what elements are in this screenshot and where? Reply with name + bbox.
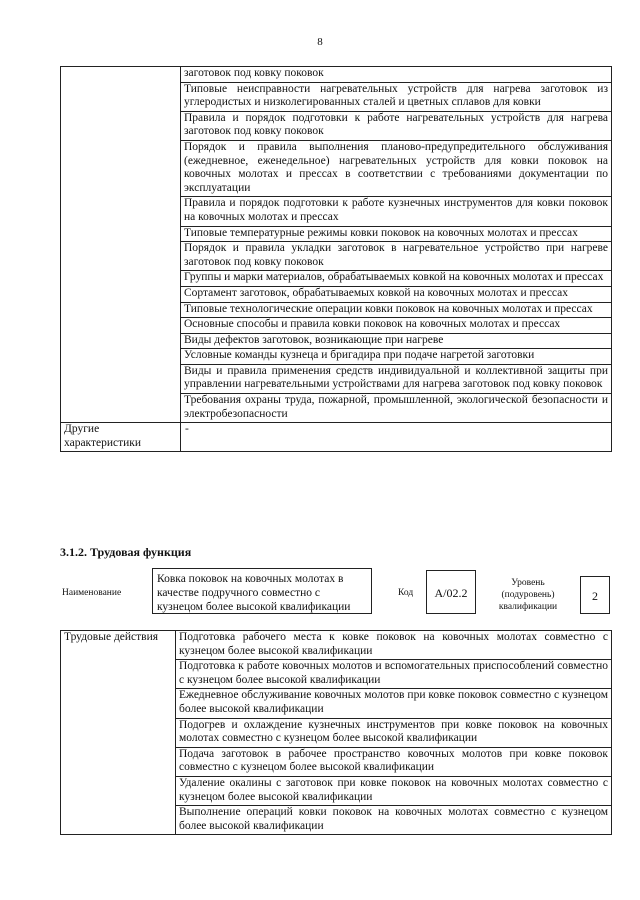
table-cell: Виды и правила применения средств индивидуальной и коллективной защиты при управлении нагревательными устройствами для нагрева заготовок под ковку поковок xyxy=(181,364,612,393)
code-box: A/02.2 xyxy=(426,570,476,614)
table-row xyxy=(61,423,612,452)
table-cell: Группы и марки материалов, обрабатываемых ковкой на ковочных молотах и прессах xyxy=(181,271,612,287)
table-cell: Ежедневное обслуживание ковочных молотов при ковке поковок совместно с кузнецом более высокой квалификации xyxy=(176,689,612,718)
table-cell: Сортамент заготовок, обрабатываемых ковкой на ковочных молотах и прессах xyxy=(181,286,612,302)
table-row xyxy=(61,67,612,83)
other-characteristics-value: - xyxy=(181,423,612,452)
table-cell: Подогрев и охлаждение кузнечных инструментов при ковке поковок на ковочных молотах совместно с кузнецом более высокой квалификации xyxy=(176,718,612,747)
knowledge-table xyxy=(60,66,612,452)
table-cell: Правила и порядок подготовки к работе нагревательных устройств для нагрева заготовок под ковку поковок xyxy=(181,111,612,140)
page-number: 8 xyxy=(317,36,323,48)
level-label xyxy=(487,577,569,613)
code-label: Код xyxy=(398,588,414,598)
table-cell: Типовые температурные режимы ковки поковок на ковочных молотах и прессах xyxy=(181,226,612,242)
table-cell: Порядок и правила выполнения планово-предупредительного обслуживания (ежедневное, еженедельное) нагревательных устройств для ковки поковок на ковочных молотах и прессах в соответствии с требованиями документации по эксплуатации xyxy=(181,140,612,196)
name-label: Наименование xyxy=(62,588,122,598)
table-cell: Порядок и правила укладки заготовок в нагревательное устройство при нагреве заготовок под ковку поковок xyxy=(181,242,612,271)
level-label-line: квалификации xyxy=(498,602,558,612)
labor-actions-table xyxy=(60,630,612,835)
table-cell: Удаление окалины с заготовок при ковке поковок на ковочных молотах совместно с кузнецом более высокой квалификации xyxy=(176,776,612,805)
level-label-line: Уровень xyxy=(511,578,545,588)
table-cell: заготовок под ковку поковок xyxy=(181,67,612,83)
table-cell: Требования охраны труда, пожарной, промышленной, экологической безопасности и электробезопасности xyxy=(181,394,612,423)
table-cell: Выполнение операций ковки поковок на ковочных молотах совместно с кузнецом более высокой квалификации xyxy=(176,806,612,835)
table-row xyxy=(61,631,612,660)
table-cell: Условные команды кузнеца и бригадира при подаче нагретой заготовки xyxy=(181,349,612,365)
section-heading: 3.1.2. Трудовая функция xyxy=(60,545,192,559)
table-cell: Типовые технологические операции ковки поковок на ковочных молотах и прессах xyxy=(181,302,612,318)
row-label-cell xyxy=(61,67,181,423)
function-name-box: Ковка поковок на ковочных молотах в качестве подручного совместно с кузнецом более высокой квалификации xyxy=(152,568,372,614)
table-cell: Виды дефектов заготовок, возникающие при нагреве xyxy=(181,333,612,349)
table-cell: Подготовка к работе ковочных молотов и вспомогательных приспособлений совместно с кузнецом более высокой квалификации xyxy=(176,660,612,689)
table-cell: Основные способы и правила ковки поковок на ковочных молотах и прессах xyxy=(181,318,612,334)
table-cell: Правила и порядок подготовки к работе кузнечных инструментов для ковки поковок на ковочных молотах и прессах xyxy=(181,197,612,226)
level-label-line: (подуровень) xyxy=(501,590,555,600)
table-cell: Подготовка рабочего места к ковке поковок на ковочных молотах совместно с кузнецом более высокой квалификации xyxy=(176,631,612,660)
labor-actions-label: Трудовые действия xyxy=(61,631,176,835)
table-cell: Типовые неисправности нагревательных устройств для нагрева заготовок из углеродистых и низколегированных сталей и цветных сплавов для ковки xyxy=(181,82,612,111)
level-box: 2 xyxy=(580,576,610,614)
other-characteristics-label: Другие характеристики xyxy=(61,423,181,452)
table-cell: Подача заготовок в рабочее пространство ковочных молотов при ковке поковок совместно с кузнецом более высокой квалификации xyxy=(176,747,612,776)
